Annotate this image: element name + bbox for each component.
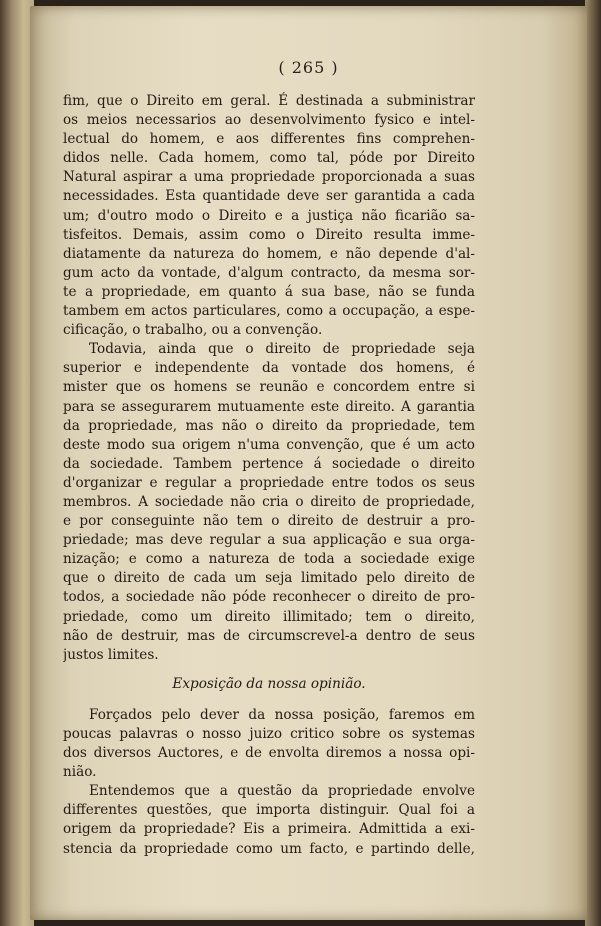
text-line: que o direito de cada um seja limitado pelo direito de [63,570,475,587]
text-line: dos diversos Auctores, e de envolta diremos a nossa opi- [63,745,475,762]
text-line: necessidades. Esta quantidade deve ser garantida a cada [63,188,475,205]
text-line: priedade, como um direito illimitado; tem o direito, [63,608,475,625]
text-line: deste modo sua origem n'uma convenção, que é um acto [63,436,475,453]
text-line: tisfeitos. Demais, assim como o Direito resulta imme- [63,226,475,243]
text-line: superior e independente da vontade dos homens, é [63,360,475,377]
text-line: fim, que o Direito em geral. É destinada a subministrar [63,93,475,109]
text-line: da propriedade, mas não o direito da propriedade, tem [63,417,475,434]
text-line: te a propriedade, em quanto á sua base, não se funda [63,283,475,300]
text-line: gum acto da vontade, d'algum contracto, da mesma sor- [63,264,475,281]
text-line: origem da propriedade? Eis a primeira. Admittida a exi- [63,821,475,838]
text-line: nização; e como a natureza de toda a sociedade exige [63,551,475,568]
text-line: Natural aspirar a uma propriedade proporcionada a suas [63,169,475,186]
section-heading: Exposição da nossa opinião. [172,675,366,692]
facing-page-edge [0,0,34,926]
text-line: membros. A sociedade não cria o direito de propriedade, [63,493,475,510]
text-line: para se assegurarem mutuamente este direito. A garantia [63,398,475,415]
text-line: priedade; mas deve regular a sua applicação e sua orga- [63,532,475,549]
text-line: da sociedade. Tambem pertence á sociedade o direito [63,455,475,472]
text-line: justos limites. [63,646,159,663]
text-line: cificação, o trabalho, ou a convenção. [63,322,323,339]
text-line: d'organizar e regular a propriedade entre todos os seus [63,474,475,491]
text-line: diatamente da natureza do homem, e não depende d'al- [63,245,475,262]
text-line: Todavia, ainda que o direito de propriedade seja [89,341,475,358]
text-line: poucas palavras o nosso juizo critico sobre os systemas [63,726,475,742]
text-line: os meios necessarios ao desenvolvimento fysico e intel- [63,112,475,129]
text-line: Forçados pelo dever da nossa posição, faremos em [89,706,475,723]
text-line: stencia da propriedade como um facto, e partindo delle, [63,840,475,857]
text-line: didos nelle. Cada homem, como tal, póde por Direito [63,150,475,167]
text-line: nião. [63,764,97,781]
text-line: Entendemos que a questão da propriedade envolve [89,783,475,800]
book-edge-shadow [585,0,601,926]
text-line: mister que os homens se reunão e concordem entre si [63,379,475,396]
text-line: todos, a sociedade não póde reconhecer o direito de pro- [63,589,475,606]
page-number: ( 265 ) [278,58,339,77]
page-body-text [63,92,475,859]
text-line: lectual do homem, e aos differentes fins comprehen- [63,131,475,148]
text-line: tambem em actos particulares, como a occupação, a espe- [63,303,475,320]
text-line: não de destruir, mas de circumscrevel-a dentro de seus [63,627,475,644]
text-line: differentes questões, que importa distinguir. Qual foi a [63,802,475,819]
text-line: um; d'outro modo o Direito e a justiça não ficarião sa- [63,207,475,224]
text-line: e por conseguinte não tem o direito de destruir a pro- [63,513,475,530]
